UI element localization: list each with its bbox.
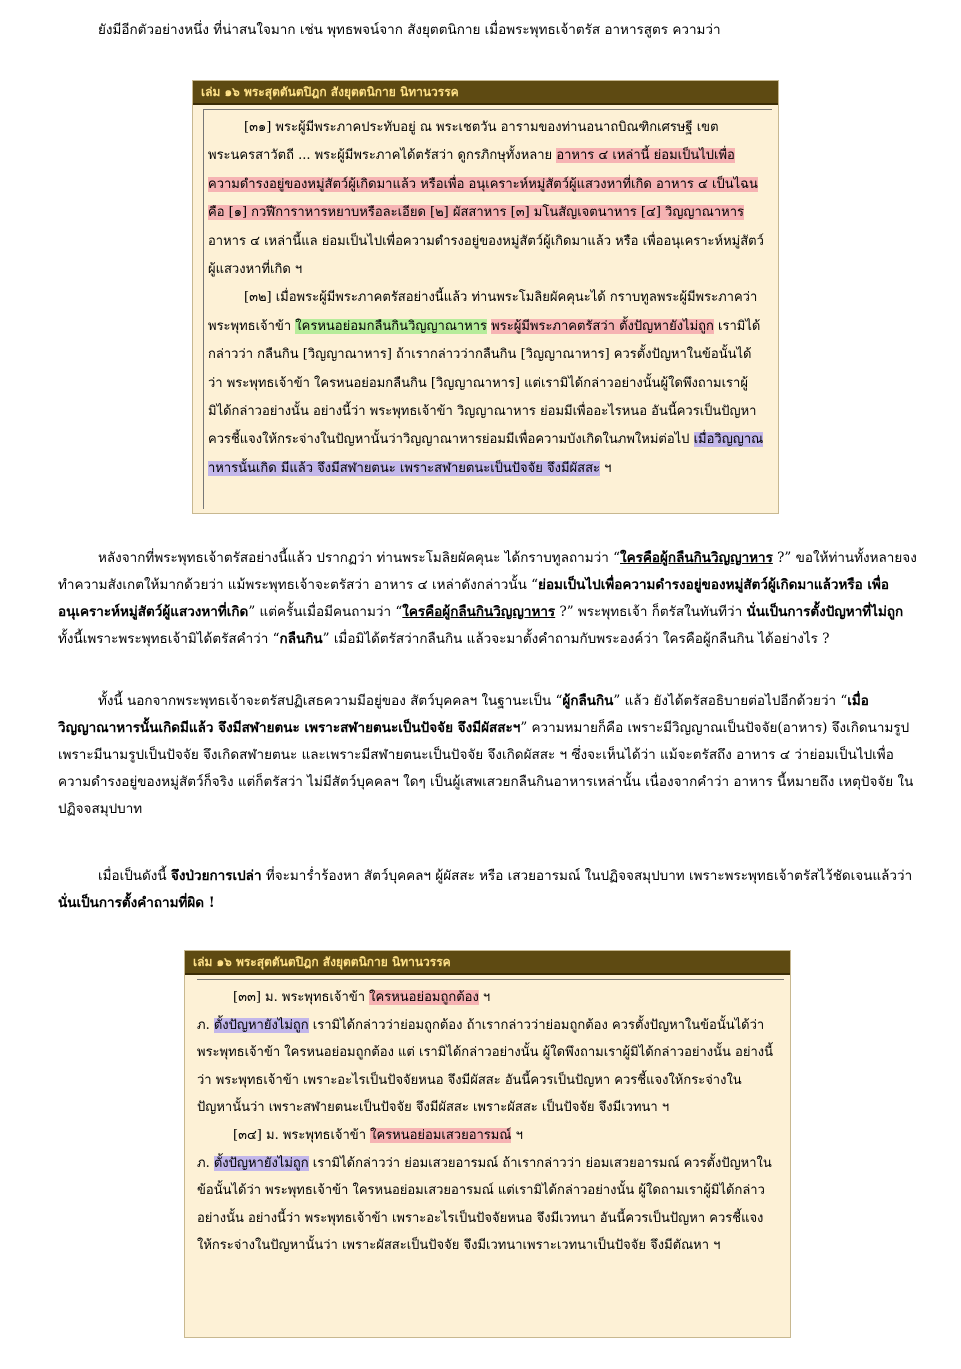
p2-bold-3: กลืนกิน <box>279 631 323 647</box>
p2-underline-1: ใครคือผู้กลืนกินวิญญาหาร <box>619 550 773 566</box>
p2-bold-1: ย่อมเป็นไปเพื่อความดำรงอยู่ของหมู่สัตว์ผู้เกิดมาแล้วหรือ เพื่ออนุเคราะห์หมู่สัตว์ผู้แสวงหาที่เกิด <box>58 577 890 620</box>
quote-1-body <box>203 109 772 509</box>
p3-text-1: ทั้งนี้ นอกจากพระพุทธเจ้าจะตรัสปฏิเสธความมีอยู่ของ สัตว์บุคคลฯ ในฐานะเป็น “ <box>98 693 563 709</box>
q1-p2-body: เรามิได้กล่าวว่า กลืนกิน [วิญญาณาหาร] ถ้าเรากล่าวว่ากลืนกิน [วิญญาณาหาร] ควรตั้งปัญหาในข้อนั้นได้ว่า พระพุทธเจ้าข้า ใครหนอย่อมกลืนกิน [วิญญาณาหาร] แต่เรามิได้กล่าวอย่างนั้นผู้ใดพึงถามเราผู้มิได้กล่าวอย่างนั้น อย่างนี้ว่า พระพุทธเจ้าข้า วิญญาณาหาร ย่อมมีเพื่ออะไรหนอ อันนี้ควรเป็นปัญหา ควรชี้แจงให้กระจ่างในปัญหานั้นว่าวิญญาณาหารย่อมมีเพื่อความบังเกิดในภพใหม่ต่อไป <box>208 318 761 448</box>
q2-p3-highlight: ใครหนอย่อมเสวยอารมณ์ <box>370 1127 512 1143</box>
q2-p4-body: เรามิได้กล่าวว่า ย่อมเสวยอารมณ์ ถ้าเรากล่าวว่า ย่อมเสวยอารมณ์ ควรตั้งปัญหาในข้อนั้นได้ว่า พระพุทธเจ้าข้า ใครหนอย่อมเสวยอารมณ์ แต่เรามิได้กล่าวอย่างนั้น ผู้ใดถามเราผู้มิได้กล่าวอย่างนั้น อย่างนี้ว่า พระพุทธเจ้าข้า เพราะอะไรเป็นปัจจัยหนอ จึงมีเวทนา อันนี้ควรเป็นปัญหา ควรชี้แจงให้กระจ่างในปัญหานั้นว่า เพราะผัสสะเป็นปัจจัย จึงมีเวทนาเพราะเวทนาเป็นปัจจัย จึงมีตัณหา ฯ <box>197 1155 772 1254</box>
quote-2-answer-33 <box>197 1012 776 1122</box>
intro-paragraph <box>58 17 918 44</box>
q1-p1-text: [๓๑] พระผู้มีพระภาคประทับอยู่ ณ พระเชตวัน อารามของท่านอนาถบิณฑิกเศรษฐี เขตพระนครสาวัตถี ... พระผู้มีพระภาคได้ตรัสว่า ดูกรภิกษุทั้งหลาย <box>208 120 719 164</box>
q2-p2-text: ภ. <box>197 1017 214 1033</box>
p2-text-2: ?” ขอให้ท่านทั้งหลายจงทำความสังเกตให้มากด้วยว่า แม้พระพุทธเจ้าจะตรัสว่า อาหาร ๔ เหล่าดังกล่าวนั้น “ <box>58 550 917 593</box>
q2-p3-end: ฯ <box>511 1127 523 1143</box>
paragraph-2 <box>58 545 918 653</box>
p3-bold-1: ผู้กลืนกิน <box>562 693 614 709</box>
q1-p2-text: [๓๒] เมื่อพระผู้มีพระภาคตรัสอย่างนี้แล้ว ท่านพระโมลิยผัคคุนะได้ กราบทูลพระผู้มีพระภาคว่า พระพุทธเจ้าข้า <box>208 290 758 334</box>
quote-box-2 <box>184 950 791 1338</box>
q2-p3-text: [๓๔] ม. พระพุทธเจ้าข้า <box>233 1127 371 1143</box>
q1-p2-highlight-green: ใครหนอย่อมกลืนกินวิญญาณาหาร <box>295 318 488 334</box>
quote-2-body <box>197 979 784 1333</box>
p2-text-3: ” แต่ครั้นเมื่อมีคนถามว่า “ <box>248 604 403 620</box>
p2-bold-2: นั่นเป็นการตั้งปัญหาที่ไม่ถูก <box>746 604 904 620</box>
quote-1-header: เล่ม ๑๖ พระสุตตันตปิฎก สังยุตตนิกาย นิทานวรรค <box>193 81 778 105</box>
p3-text-3: ” ความหมายก็คือ เพราะมีวิญญาณเป็นปัจจัย(อาหาร) จึงเกิดนามรูป เพราะมีนามรูปเป็นปัจจัย จึงเกิดสฬายตนะ และเพราะมีสฬายตนะเป็นปัจจัย จึงเกิดผัสสะ ฯ ซึ่งจะเห็นได้ว่า แม้จะตรัสถึง อาหาร ๔ ว่าย่อมเป็นไปเพื่อความดำรงอยู่ของหมู่สัตว์ก็จริง แต่ก็ตรัสว่า ไม่มีสัตว์บุคคลฯ ใดๆ เป็นผู้เสพเสวยกลืนกินอาหารเหล่านั้น เนื่องจากคำว่า อาหาร นี้หมายถึง เหตุปัจจัย ในปฏิจจสมุปบาท <box>58 720 914 817</box>
q1-p1-tail: อาหาร ๔ เหล่านี้แล ย่อมเป็นไปเพื่อความดำรงอยู่ของหมู่สัตว์ผู้เกิดมาแล้ว หรือ เพื่ออนุเคราะห์หมู่สัตว์ผู้แสวงหาที่เกิด ฯ <box>208 233 764 278</box>
quote-2-para-34 <box>197 1122 776 1150</box>
quote-1-para-31 <box>208 114 764 284</box>
q2-p2-highlight: ตั้งปัญหายังไม่ถูก <box>213 1017 309 1033</box>
q2-p1-highlight: ใครหนอย่อมถูกต้อง <box>369 990 479 1005</box>
quote-2-header: เล่ม ๑๖ พระสุตตันตปิฎก สังยุตตนิกาย นิทานวรรค <box>185 951 790 975</box>
p3-bold-2: เมื่อวิญญาณาหารนั้นเกิดมีแล้ว จึงมีสฬายตนะ เพราะสฬายตนะเป็นปัจจัย จึงมีผัสสะฯ <box>58 693 869 736</box>
p3-text-2: ” แล้ว ยังได้ตรัสอธิบายต่อไปอีกด้วยว่า “ <box>613 693 848 709</box>
p2-text-6: ” เมื่อมิได้ตรัสว่ากลืนกิน แล้วจะมาตั้งคำถามกับพระองค์ว่า ใครคือผู้กลืนกิน ได้อย่างไร ? <box>322 631 830 647</box>
p4-bold-2: นั่นเป็นการตั้งคำถามที่ผิด ! <box>58 895 215 911</box>
q1-p2-highlight-blue: เมื่อวิญญาณาหารนั้นเกิด มีแล้ว จึงมีสฬายตนะ เพราะสฬายตนะเป็นปัจจัย จึงมีผัสสะ <box>208 432 764 476</box>
quote-2-para-33 <box>197 984 776 1012</box>
intro-text-2: เมื่อพระพุทธเจ้าตรัส อาหารสูตร ความว่า <box>480 22 721 38</box>
p4-text-1: เมื่อเป็นดังนี้ <box>98 868 171 884</box>
q2-p1-text: [๓๓] ม. พระพุทธเจ้าข้า <box>233 990 370 1005</box>
quote-1-para-32 <box>208 284 764 483</box>
p4-bold-1: จึงป่วยการเปล่า <box>170 868 262 884</box>
paragraph-4 <box>58 863 918 917</box>
p2-text-5: ทั้งนี้เพราะพระพุทธเจ้ามิได้ตรัสคำว่า “ <box>58 631 280 647</box>
q2-p4-text: ภ. <box>197 1155 214 1171</box>
q1-p2-highlight-red: พระผู้มีพระภาคตรัสว่า ตั้งปัญหายังไม่ถูก <box>491 318 714 334</box>
p4-text-2: ที่จะมาร่ำร้องหา สัตว์บุคคลฯ ผู้ผัสสะ หรือ เสวยอารมณ์ ในปฏิจจสมุปบาท เพราะพระพุทธเจ้าตรัสไว้ชัดเจนแล้วว่า <box>261 868 913 884</box>
q1-p2-end: ฯ <box>600 460 612 476</box>
q1-p1-highlight: อาหาร ๔ เหล่านี้ ย่อมเป็นไปเพื่อความดำรงอยู่ของหมู่สัตว์ผู้เกิดมาแล้ว หรือเพื่อ อนุเคราะห์หมู่สัตว์ผู้แสวงหาที่เกิด อาหาร ๔ เป็นไฉน คือ [๑] กวฬีการาหารหยาบหรือละเอียด [๒] ผัสสาหาร [๓] มโนสัญเจตนาหาร [๔] วิญญาณาหาร <box>208 148 758 221</box>
quote-2-answer-34 <box>197 1150 776 1260</box>
quote-box-1 <box>192 80 779 514</box>
q2-p2-body: เรามิได้กล่าวว่าย่อมถูกต้อง ถ้าเรากล่าวว่าย่อมถูกต้อง ควรตั้งปัญหาในข้อนั้นได้ว่า พระพุทธเจ้าข้า ใครหนอย่อมถูกต้อง แต่ เรามิได้กล่าวอย่างนั้น ผู้ใดพึงถามเราผู้มิได้กล่าวอย่างนั้น อย่างนี้ว่า พระพุทธเจ้าข้า เพราะอะไรเป็นปัจจัยหนอ จึงมีผัสสะ อันนี้ควรเป็นปัญหา ควรชี้แจงให้กระจ่างในปัญหานั้นว่า เพราะสฬายตนะเป็นปัจจัย จึงมีผัสสะ เพราะผัสสะ เป็นปัจจัย จึงมีเวทนา ฯ <box>197 1017 774 1116</box>
p2-text-4: ?” พระพุทธเจ้า ก็ตรัสในทันทีว่า <box>555 604 747 620</box>
q2-p4-highlight: ตั้งปัญหายังไม่ถูก <box>213 1155 309 1171</box>
paragraph-3 <box>58 688 918 823</box>
intro-source: สังยุตตนิกาย <box>407 22 481 38</box>
q2-p1-end: ฯ <box>478 990 491 1005</box>
intro-text-1: ยังมีอีกตัวอย่างหนึ่ง ที่น่าสนใจมาก เช่น พุทธพจน์จาก <box>98 22 408 38</box>
p2-text-1: หลังจากที่พระพุทธเจ้าตรัสอย่างนี้แล้ว ปรากฏว่า ท่านพระโมลิยผัคคุนะ ได้กราบทูลถามว่า “ <box>98 550 620 566</box>
p2-underline-2: ใครคือผู้กลืนกินวิญญาหาร <box>402 604 556 620</box>
